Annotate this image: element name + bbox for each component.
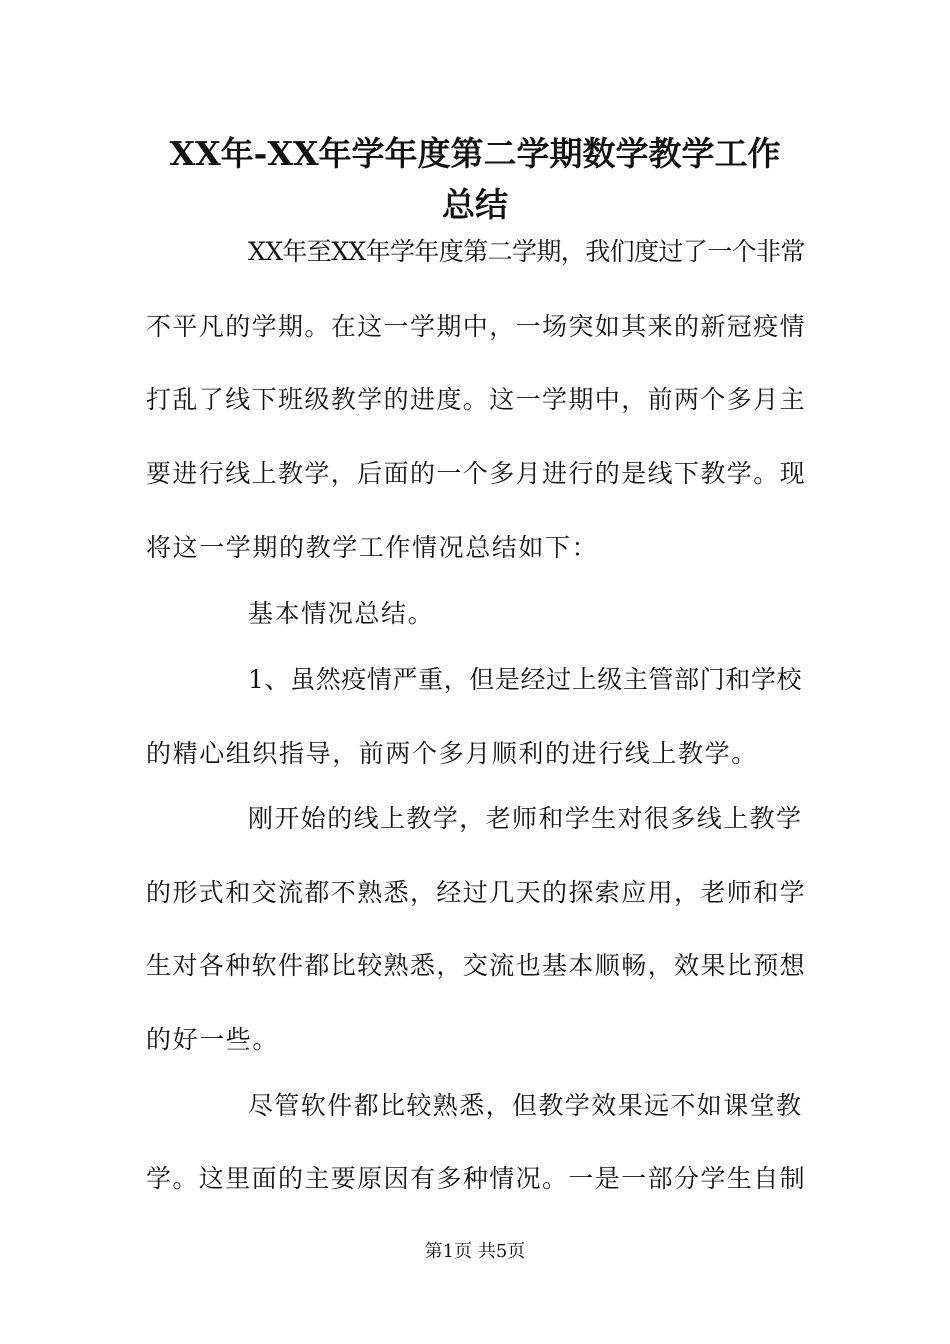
page-footer: 第1页 共5页 [424, 1241, 526, 1262]
document-title-line-1: XX年-XX年学年度第二学期数学教学工作 [169, 134, 781, 173]
paragraph-line: 的精心组织指导，前两个多月顺利的进行线上教学。 [146, 739, 758, 768]
paragraph-line: 的好一些。 [146, 1025, 280, 1054]
paragraph-line: XX年至XX年学年度第二学期，我们度过了一个非常 [248, 237, 805, 266]
paragraph-line: 打乱了线下班级教学的进度。这一学期中，前两个多月主 [146, 385, 807, 414]
section-heading: 基本情况总结。 [248, 599, 435, 628]
paragraph-line: 不平凡的学期。在这一学期中，一场突如其来的新冠疫情 [146, 312, 807, 341]
paragraph-line: 将这一学期的教学工作情况总结如下： [146, 533, 599, 562]
paragraph-line: 尽管软件都比较熟悉，但教学效果远不如课堂教 [248, 1091, 803, 1120]
paragraph-line: 生对各种软件都比较熟悉，交流也基本顺畅，效果比预想 [146, 951, 807, 980]
paragraph-line: 1、虽然疫情严重，但是经过上级主管部门和学校 [248, 665, 803, 694]
paragraph-line: 学。这里面的主要原因有多种情况。一是一部分学生自制 [146, 1164, 807, 1193]
paragraph-line: 的形式和交流都不熟悉，经过几天的探索应用，老师和学 [146, 878, 807, 907]
document-title-line-2: 总结 [442, 185, 508, 224]
paragraph-line: 刚开始的线上教学，老师和学生对很多线上教学 [248, 804, 803, 833]
paragraph-line: 要进行线上教学，后面的一个多月进行的是线下教学。现 [146, 459, 807, 488]
